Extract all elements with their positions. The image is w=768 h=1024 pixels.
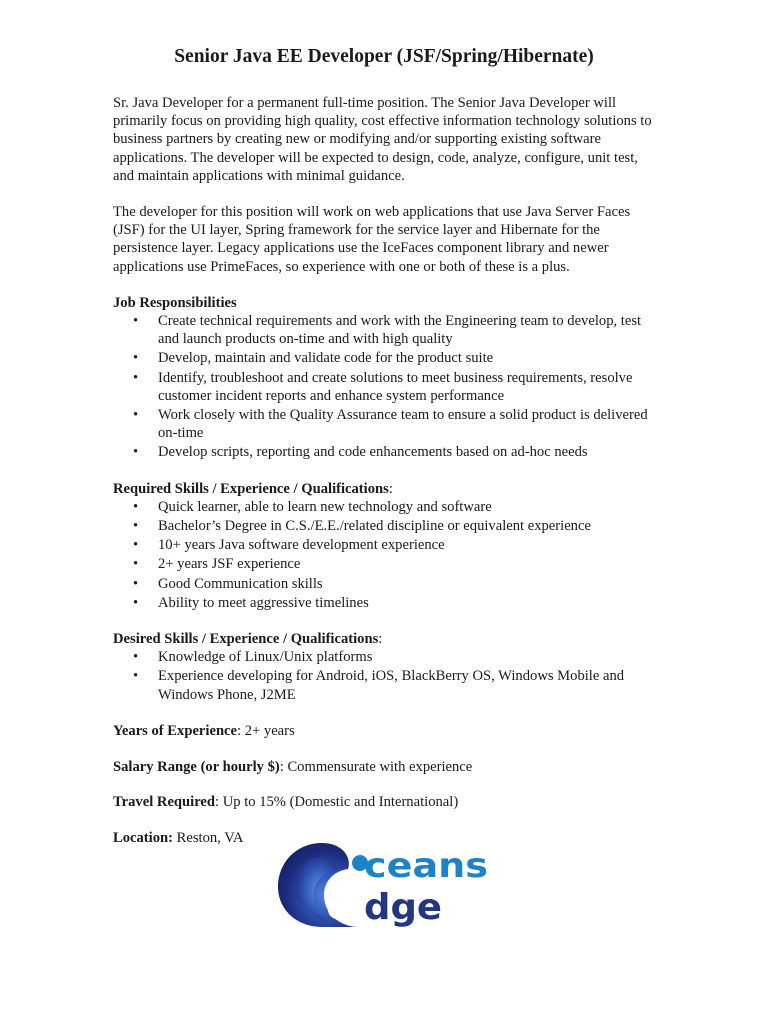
list-item-text: Ability to meet aggressive timelines <box>158 594 369 611</box>
bullet-icon: • <box>133 649 139 666</box>
years-label: Years of Experience <box>113 722 238 739</box>
years-value: 2+ years <box>244 722 295 739</box>
list-item-text: Develop scripts, reporting and code enhancements based on ad-hoc needs <box>158 444 588 461</box>
travel-label: Travel Required <box>113 794 216 811</box>
travel-value: Up to 15% (Domestic and International) <box>222 794 459 811</box>
document-body <box>113 94 653 865</box>
document-title: Senior Java EE Developer (JSF/Spring/Hibernate) <box>174 46 594 67</box>
list-item <box>113 648 653 666</box>
location-value: Reston, VA <box>176 830 244 846</box>
years-of-experience <box>113 722 653 740</box>
responsibilities-list <box>113 312 653 462</box>
logo-word-top: ceans <box>364 846 488 886</box>
section-heading-responsibilities <box>113 294 653 312</box>
list-item <box>113 575 653 593</box>
logo-letter-e: e <box>326 883 354 929</box>
salary-range <box>113 758 653 776</box>
bullet-icon: • <box>133 350 139 367</box>
oceans-edge-wave-logo-icon <box>276 841 492 929</box>
list-item <box>113 517 653 535</box>
list-item-text: Create technical requirements and work with the Engineering team to develop, test and launch products on-time and with high quality <box>158 313 642 348</box>
list-item-text: Develop, maintain and validate code for the product suite <box>158 350 494 367</box>
intro-paragraph-1: Sr. Java Developer for a permanent full-time position. The Senior Java Developer will primarily focus on providing high quality, cost effective information technology solutions to business partners by creating new or modifying and/or supporting existing software applications. The developer will be expected to design, code, analyze, configure, unit test, and maintain applications with minimal guidance. <box>113 95 652 184</box>
section-heading-text: Required Skills / Experience / Qualifications <box>113 480 389 497</box>
travel-required <box>113 793 653 811</box>
list-item <box>113 555 653 573</box>
required-skills-list <box>113 498 653 612</box>
bullet-icon: • <box>133 444 139 461</box>
years-sep: : <box>237 722 245 739</box>
bullet-icon: • <box>133 313 139 330</box>
bullet-icon: • <box>133 668 139 685</box>
list-item-text: 10+ years Java software development experience <box>158 537 445 554</box>
list-item-text: Quick learner, able to learn new technology and software <box>158 498 492 515</box>
bullet-icon: • <box>133 537 139 554</box>
bullet-icon: • <box>133 518 139 535</box>
list-item <box>113 349 653 367</box>
intro-paragraph-2: The developer for this position will work on web applications that use Java Server Faces (JSF) for the UI layer, Spring framework for the service layer and Hibernate for the persistence layer. Legacy applications use the IceFaces component library and newer applications use PrimeFaces, so experience with one or both of these is a plus. <box>113 204 631 275</box>
bullet-icon: • <box>133 575 139 592</box>
list-item <box>113 406 653 442</box>
logo-word-bottom: dge <box>364 887 442 928</box>
list-item <box>113 312 653 348</box>
desired-skills-list <box>113 648 653 704</box>
list-item <box>113 536 653 554</box>
list-item <box>113 498 653 516</box>
section-heading-text: Job Responsibilities <box>113 294 237 311</box>
list-item-text: 2+ years JSF experience <box>158 556 301 573</box>
list-item-text: Work closely with the Quality Assurance team to ensure a solid product is delivered on-time <box>158 407 648 442</box>
bullet-icon: • <box>133 369 139 386</box>
list-item-text: Experience developing for Android, iOS, BlackBerry OS, Windows Mobile and Windows Phone, J2ME <box>158 668 625 703</box>
list-item-text: Identify, troubleshoot and create solutions to meet business requirements, resolve customer incident reports and enhance system performance <box>158 369 633 404</box>
bullet-icon: • <box>133 594 139 611</box>
list-item-text: Good Communication skills <box>158 575 323 592</box>
heading-suffix: : <box>388 480 393 497</box>
location-label: Location: <box>113 830 173 846</box>
salary-label: Salary Range (or hourly $) <box>113 758 280 775</box>
list-item-text: Bachelor’s Degree in C.S./E.E./related discipline or equivalent experience <box>158 518 591 535</box>
salary-value: Commensurate with experience <box>287 758 473 775</box>
section-heading-text: Desired Skills / Experience / Qualifications <box>113 631 379 648</box>
list-item <box>113 594 653 612</box>
bullet-icon: • <box>133 407 139 424</box>
travel-sep: : <box>215 794 223 811</box>
list-item-text: Knowledge of Linux/Unix platforms <box>158 649 373 666</box>
list-item <box>113 369 653 405</box>
bullet-icon: • <box>133 498 139 515</box>
heading-suffix: : <box>378 631 383 648</box>
list-item <box>113 443 653 461</box>
list-item <box>113 667 653 703</box>
section-heading-desired <box>113 630 653 648</box>
bullet-icon: • <box>133 556 139 573</box>
company-logo <box>276 841 492 929</box>
section-heading-required <box>113 480 653 498</box>
salary-sep: : <box>279 758 288 775</box>
